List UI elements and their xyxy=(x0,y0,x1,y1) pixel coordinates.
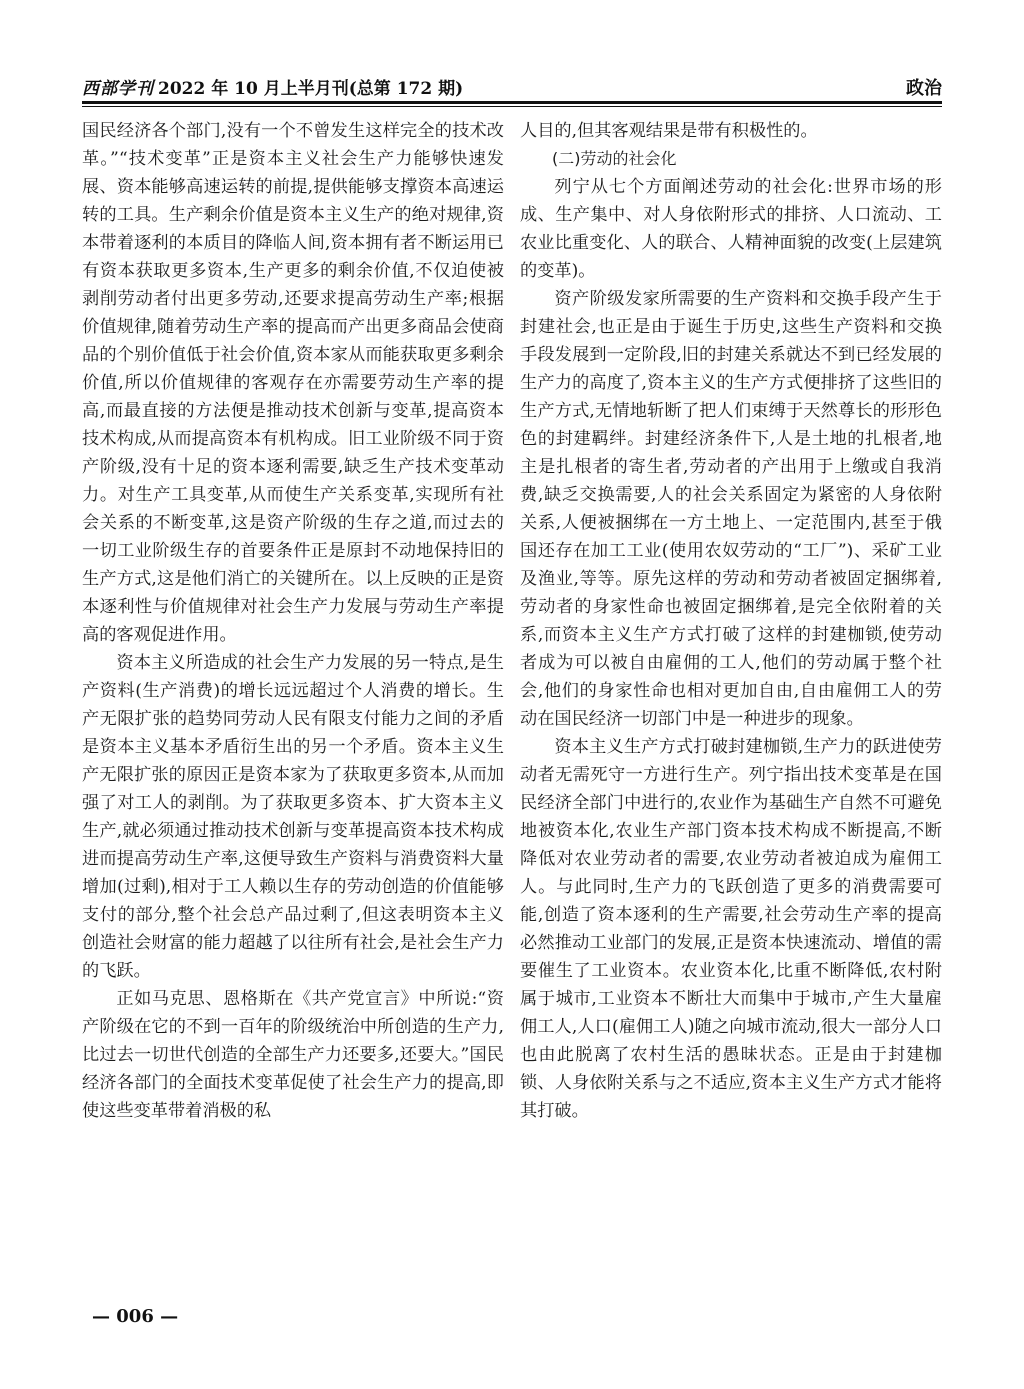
page-number: — 006 — xyxy=(92,1306,179,1327)
section-label: 政治 xyxy=(906,78,942,99)
paragraph: 国民经济各个部门,没有一个不曾发生这样完全的技术改革。”“技术变革”正是资本主义社会生产力能够快速发展、资本能够高速运转的前提,提供能够支撑资本高速运转的工具。生产剩余价值是资本主义生产的绝对规律,资本带着逐利的本质目的降临人间,资本拥有者不断运用已有资本获取更多资本,生产更多的剩余价值,不仅迫使被剥削劳动者付出更多劳动,还要求提高劳动生产率;根据价值规律,随着劳动生产率的提高而产出更多商品会使商品的个别价值低于社会价值,资本家从而能获取更多剩余价值,所以价值规律的客观存在亦需要劳动生产率的提高,而最直接的方法便是推动技术创新与变革,提高资本技术构成,从而提高资本有机构成。旧工业阶级不同于资产阶级,没有十足的资本逐利需要,缺乏生产技术变革动力。对生产工具变革,从而使生产关系变革,实现所有社会关系的不断变革,这是资产阶级的生存之道,而过去的一切工业阶级生存的首要条件正是原封不动地保持旧的生产方式,这是他们消亡的关键所在。以上反映的正是资本逐利性与价值规律对社会生产力发展与劳动生产率提高的客观促进作用。 xyxy=(82,121,504,645)
paragraph: 列宁从七个方面阐述劳动的社会化:世界市场的形成、生产集中、对人身依附形式的排挤、人口流动、工农业比重变化、人的联合、人精神面貌的改变(上层建筑的变革)。 xyxy=(520,177,942,281)
paragraph: 人目的,但其客观结果是带有积极性的。 xyxy=(520,121,818,141)
journal-title xyxy=(82,74,463,99)
paragraph: 资本主义生产方式打破封建枷锁,生产力的跃进使劳动者无需死守一方进行生产。列宁指出技术变革是在国民经济全部门中进行的,农业作为基础生产自然不可避免地被资本化,农业生产部门资本技术构成不断提高,不断降低对农业劳动者的需要,农业劳动者被迫成为雇佣工人。与此同时,生产力的飞跃创造了更多的消费需要可能,创造了资本逐利的生产需要,社会劳动生产率的提高必然推动工业部门的发展,正是资本快速流动、增值的需要催生了工业资本。农业资本化,比重不断降低,农村附属于城市,工业资本不断壮大而集中于城市,产生大量雇佣工人,人口(雇佣工人)随之向城市流动,很大一部分人口也由此脱离了农村生活的愚昧状态。正是由于封建枷锁、人身依附关系与之不适应,资本主义生产方式才能将其打破。 xyxy=(520,737,942,1121)
header-rule-thick xyxy=(82,101,942,104)
paragraph: 正如马克思、恩格斯在《共产党宣言》中所说:“资产阶级在它的不到一百年的阶级统治中所创造的生产力,比过去一切世代创造的全部生产力还要多,还要大。”国民经济各部门的全面技术变革促使了社会生产力的提高,即使这些变革带着消极的私 xyxy=(82,989,504,1121)
paragraph: 资产阶级发家所需要的生产资料和交换手段产生于封建社会,也正是由于诞生于历史,这些生产资料和交换手段发展到一定阶段,旧的封建关系就达不到已经发展的生产力的高度了,资本主义的生产方式便排挤了这些旧的生产方式,无情地斩断了把人们束缚于天然尊长的形形色色的封建羁绊。封建经济条件下,人是土地的扎根者,地主是扎根者的寄生者,劳动者的产出用于上缴或自我消费,缺乏交换需要,人的社会关系固定为紧密的人身依附关系,人便被捆绑在一方土地上、一定范围内,甚至于俄国还存在加工工业(使用农奴劳动的“工厂”)、采矿工业及渔业,等等。原先这样的劳动和劳动者被固定捆绑着,劳动者的身家性命也被固定捆绑着,是完全依附着的关系,而资本主义生产方式打破了这样的封建枷锁,使劳动者成为可以被自由雇佣的工人,他们的劳动属于整个社会,他们的身家性命也相对更加自由,自由雇佣工人的劳动在国民经济一切部门中是一种进步的现象。 xyxy=(520,289,942,729)
paragraph: 资本主义所造成的社会生产力发展的另一特点,是生产资料(生产消费)的增长远远超过个人消费的增长。生产无限扩张的趋势同劳动人民有限支付能力之间的矛盾是资本主义基本矛盾衍生出的另一个矛盾。资本主义生产无限扩张的原因正是资本家为了获取更多资本,从而加强了对工人的剥削。为了获取更多资本、扩大资本主义生产,就必须通过推动技术创新与变革提高资本技术构成进而提高劳动生产率,这便导致生产资料与消费资料大量增加(过剩),相对于工人赖以生存的劳动创造的价值能够支付的部分,整个社会总产品过剩了,但这表明资本主义创造社会财富的能力超越了以往所有社会,是社会生产力的飞跃。 xyxy=(82,653,504,981)
section-subheading: (二)劳动的社会化 xyxy=(552,149,677,168)
journal-logo: 西部学刊 xyxy=(82,79,154,99)
issue-info: 2022 年 10 月上半月刊(总第 172 期) xyxy=(158,79,464,99)
running-header xyxy=(82,70,942,102)
header-rule-thin xyxy=(82,106,942,107)
right-column xyxy=(520,117,942,1125)
left-column xyxy=(82,117,504,1125)
